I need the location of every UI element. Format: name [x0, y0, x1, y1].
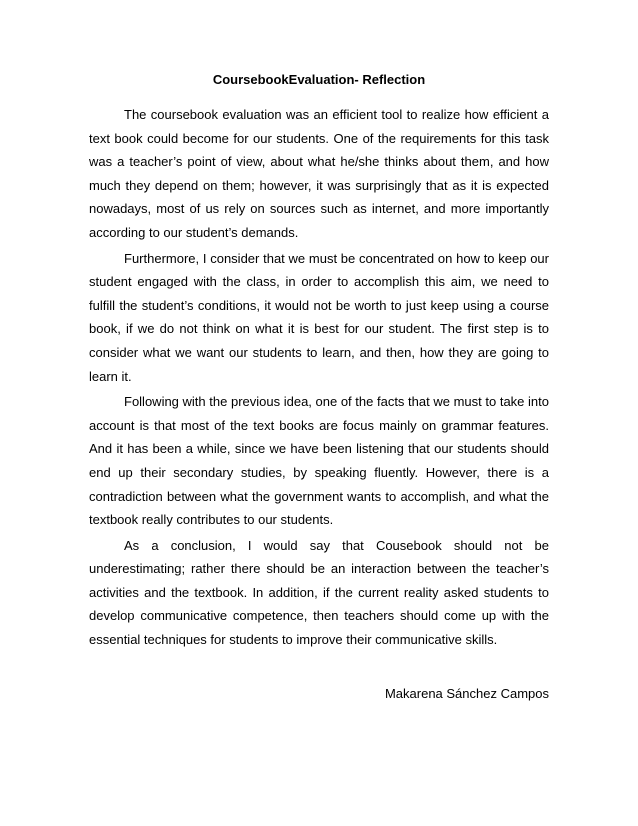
paragraph-3: Following with the previous idea, one of the facts that we must to take into account is that most of the text books are focus mainly on grammar features. And it has been a while, since we have been listening that our students should end up their secondary studies, by speaking fluently. However, there is a contradiction between what the government wants to accomplish, and what the textbook really contributes to our students. [89, 394, 549, 528]
author-signature: Makarena Sánchez Campos [384, 686, 549, 701]
paragraph-1: The coursebook evaluation was an efficient tool to realize how efficient a text book could become for our students. One of the requirements for this task was a teacher’s point of view, about what he/she thinks about them, and how much they depend on them; however, it was surprisingly that as it is expected nowadays, most of us rely on sources such as internet, and more importantly according to our student’s demands. [89, 107, 549, 240]
paragraph-2: Furthermore, I consider that we must be concentrated on how to keep our student engaged with the class, in order to accomplish this aim, we need to fulfill the student’s conditions, it would not be worth to just keep using a course book, if we do not think on what it is best for our student. The first step is to consider what we want our students to learn, and then, how they are going to learn it. [89, 250, 549, 384]
document-title: CoursebookEvaluation- Reflection [212, 72, 426, 87]
document-body [89, 103, 549, 654]
paragraph-4: As a conclusion, I would say that Cousebook should not be underestimating; rather there should be an interaction between the teacher’s activities and the textbook. In addition, if the current reality asked students to develop communicative competence, then teachers should come up with the essential techniques for students to improve their communicative skills. [89, 537, 549, 648]
